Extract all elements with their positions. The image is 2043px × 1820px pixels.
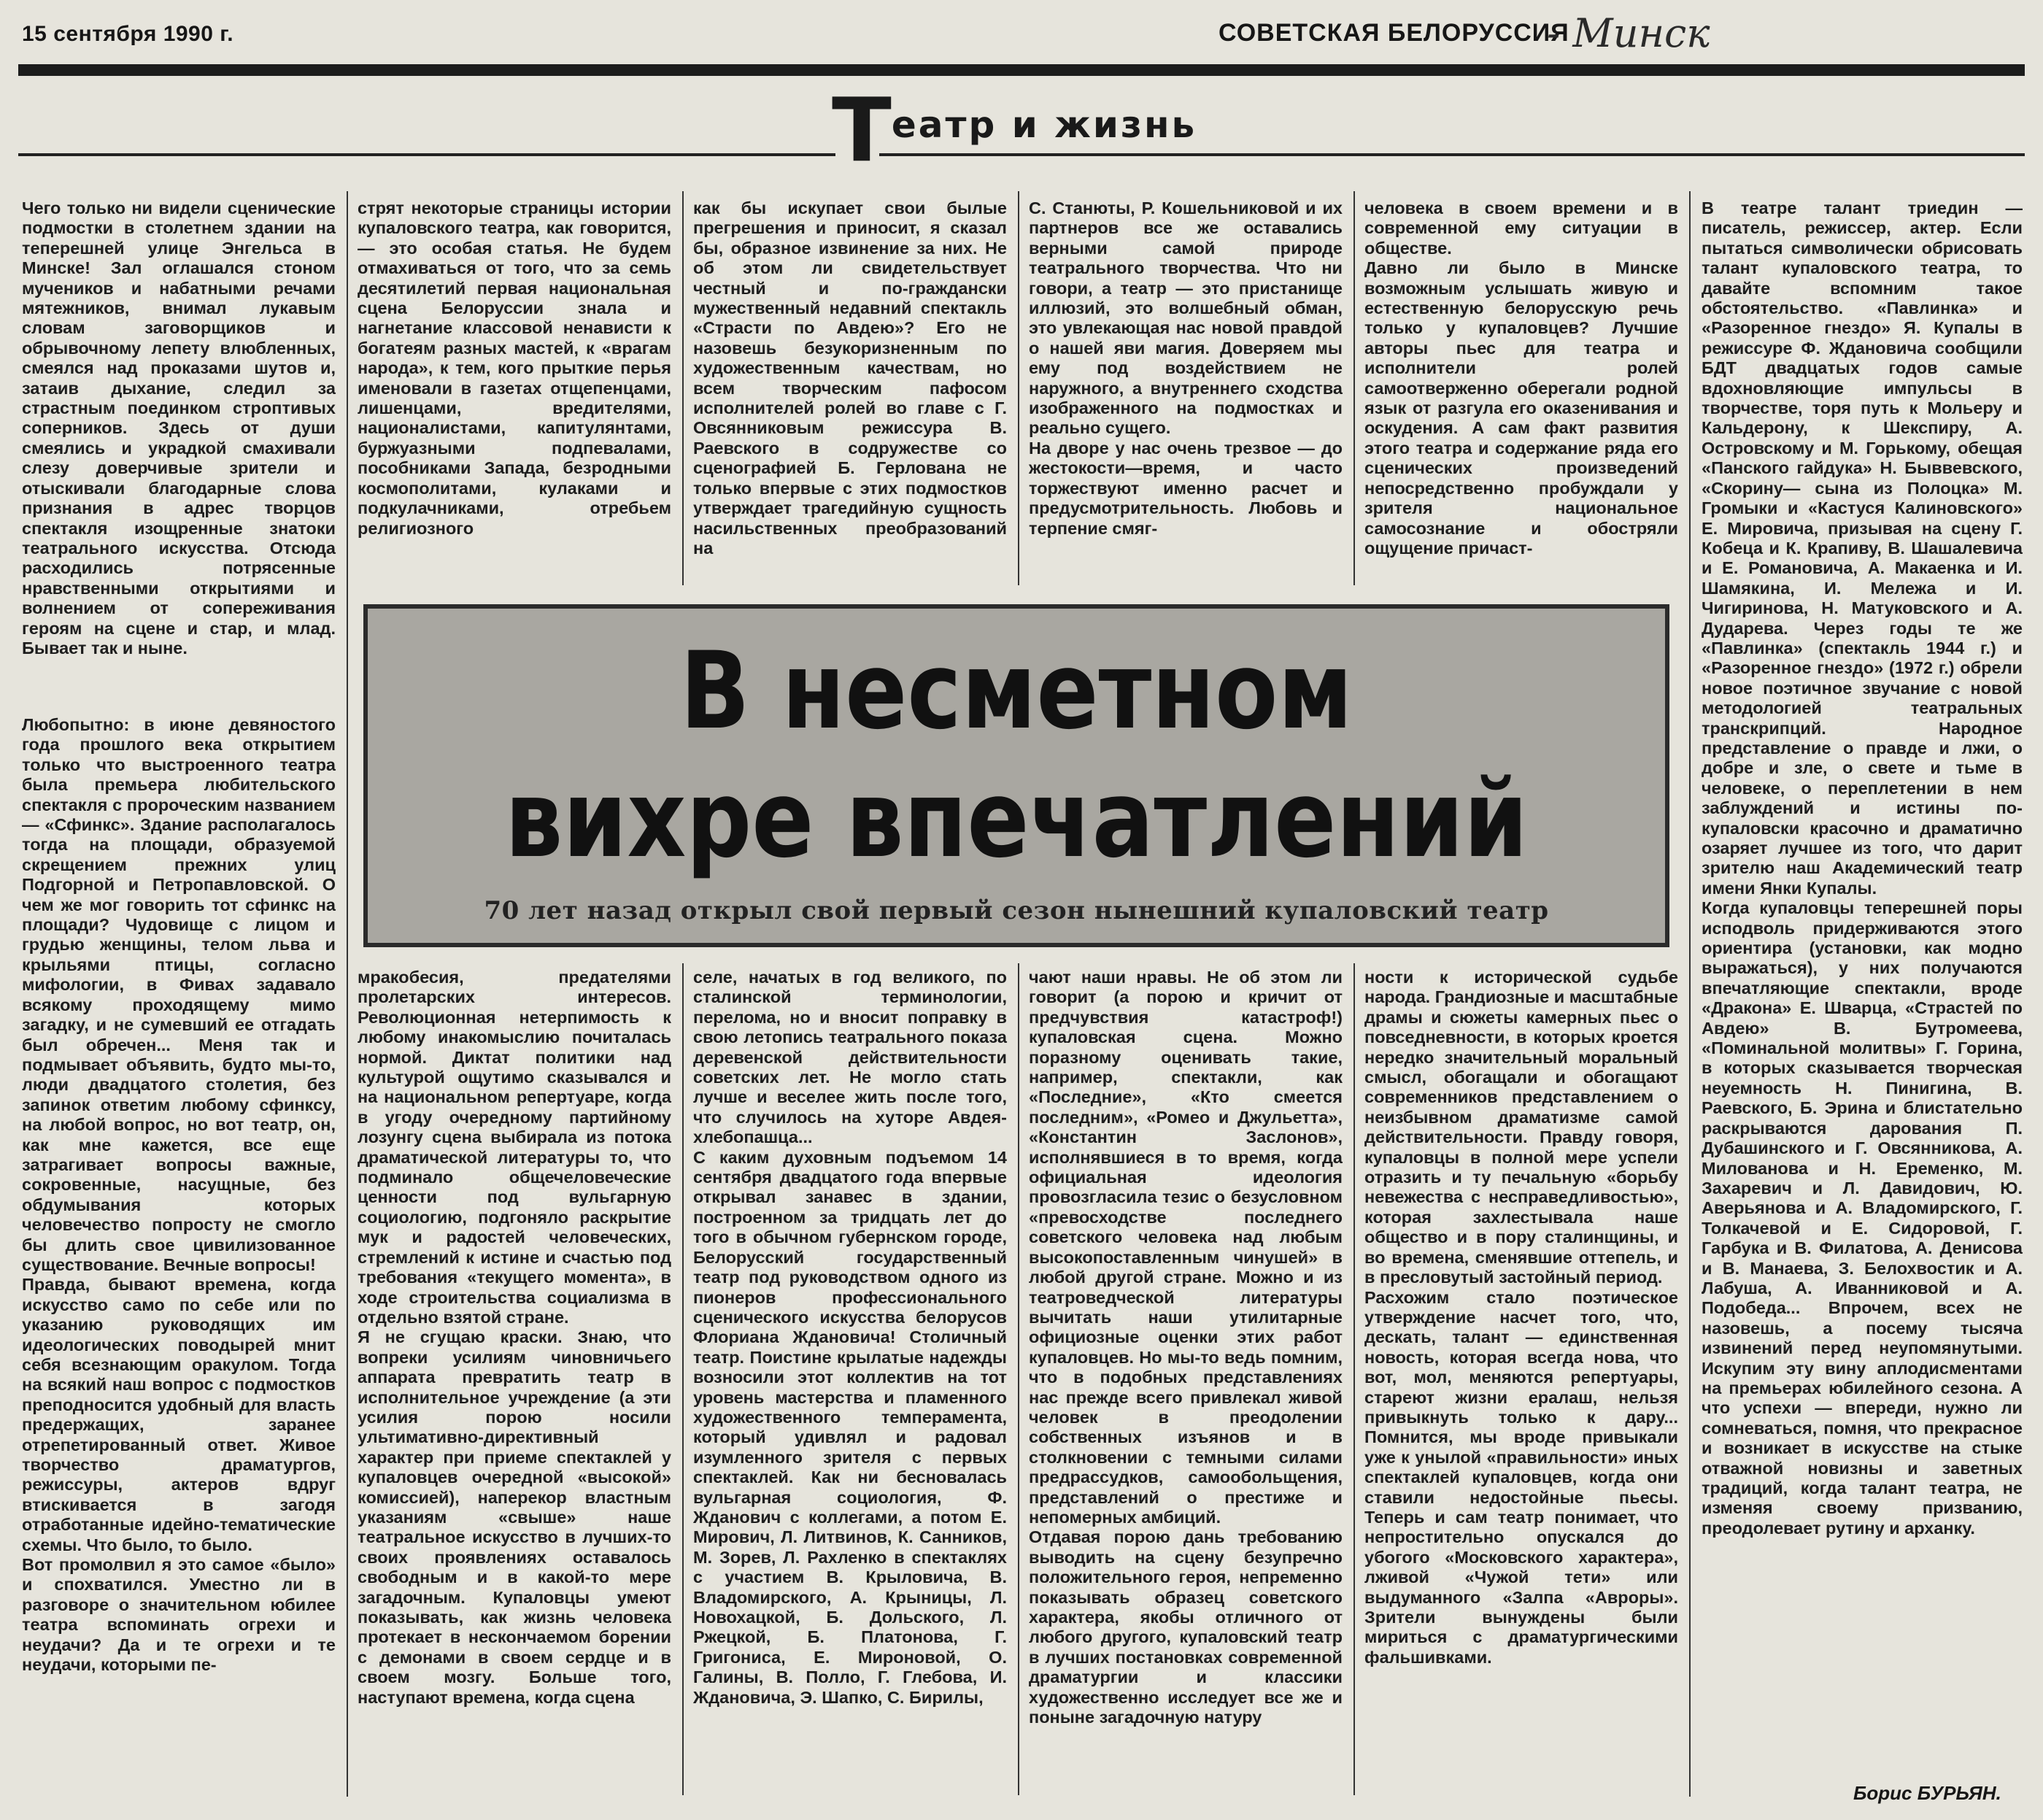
rubric-initial: Т: [832, 80, 892, 182]
column-4-top: С. Станюты, Р. Кошельниковой и их партнеров все же оставались верными самой природе театрального творчества. Что ни говори, а театр — это пристанище иллюзий, это волшебный обман, это увлекающая нас новой правдой о нашей яви магия. Доверяем мы ему под воздействием не наружного, а внутреннего сходства изображенного на подмостках и реально сущего. На дворе у нас очень трезвое — до жестокости—время, и часто торжествуют именно расчет и предусмотрительность. Любовь и терпение смяг-: [1029, 198, 1343, 538]
column-4-bottom: чают наши нравы. Не об этом ли говорит (а порою и кричит от предчувствия катастроф!) купаловская сцена. Можно поразному оценивать такие, например, спектакли, как «Последние», «Кто смеется последним», «Ромео и Джульетта», «Константин Заслонов», исполнявшиеся в то время, когда официальная идеология провозгласила тезис о безусловном «превосходстве последнего советского человека над любым высокопоставленным чинушей» в любой другой стране. Можно и из театроведческой литературы вычитать наши утилитарные официозные оценки этих работ купаловцев. Но мы-то ведь помним, что в подобных представлениях нас прежде всего привлекал живой человек в преодолении собственных изъянов и в столкновении с темными силами предрассудков, самообольщения, представлений о престиже и непомерных амбиций. Отдавая порою дань требованию выводить на сцену безупречно положительного героя, непременно показывать образец советского характера, якобы отличного от любого другого, купаловский театр в лучших постановках современной драматургии и классики художественно исследует все же и поныне загадочную натуру: [1029, 968, 1343, 1727]
newspaper-title: СОВЕТСКАЯ БЕЛОРУССИЯ: [1219, 19, 1569, 47]
column-rule-1: [347, 191, 348, 1797]
column-1-top: Чего только ни видели сценические подмостки в столетнем здании на теперешней улице Энгельса в Минске! Зал оглашался стоном мучеников и набатными речами мятежников, внимал лукавым словам заговорщиков и обрывочному лепету влюбленных, смеялся над проказами шутов и, затаив дыхание, следил за страстным поединком строптивых соперников. Здесь от души смеялись и украдкой смахивали слезу доверчивые зрители и отыскивали благодарные слова признания в адрес творцов спектакля изощренные знатоки театрального искусства. Отсюда расходились потрясенные нравственными открытиями и волнением от сопереживания героям на сцене и стар, и млад. Бывает так и ныне.: [22, 198, 341, 658]
column-rule-4: [1353, 191, 1355, 585]
headline-subtitle: 70 лет назад открыл свой первый сезон нынешний купаловский театр: [484, 896, 1549, 925]
column-rule-3: [1018, 191, 1019, 585]
handwritten-note: - Минск: [1547, 10, 1710, 56]
column-rule-2b: [682, 963, 684, 1795]
issue-date: 15 сентября 1990 г.: [22, 22, 234, 46]
column-rule-5: [1689, 191, 1691, 1797]
column-3-top: как бы искупает свои былые прегрешения и приносит, я сказал бы, образное извинение за них. Не об этом ли свидетельствует честный и по-граждански мужественный недавний спектакль «Страсти по Авдею»? Его не назовешь безукоризненным по художественным качествам, но всем творческим пафосом исполнителей ролей во главе с Г. Овсянниковым режиссура В. Раевского в содружестве со сценографией Б. Герлована не только впервые с этих подмостков утверждает трагедийную сущность насильственных преобразований на: [693, 198, 1012, 558]
rubric-text: еатр и жизнь: [891, 104, 1197, 146]
column-rule-4b: [1353, 963, 1355, 1795]
headline-line-2: вихре впечатлений: [504, 757, 1529, 882]
rubric-rule-left: [18, 153, 835, 156]
column-3-bottom: селе, начатых в год великого, по сталинской терминологии, перелома, но и вносит поправку в свою летопись театрального показа деревенской действительности советских лет. Не могло стать лучше и веселее жить после того, что случилось на хуторе Авдея-хлебопашца... С каким духовным подъемом 14 сентября двадцатого года впервые открывал занавес в здании, построенном за тридцать лет до того в обычном губернском городе, Белорусский государственный театр под руководством одного из пионеров профессионального сценического искусства белорусов Флориана Ждановича! Столичный театр. Поистине крылатые надежды возносили этот коллектив на тот уровень мастерства и пламенного художественного темперамента, который удивлял и радовал изумленного зрителя с первых спектаклей. Как ни бесновалась вульгарная социология, Ф. Жданович с коллегами, а потом Е. Мирович, Л. Литвинов, К. Санников, М. Зорев, Л. Рахленко в спектаклях с участием В. Крыловича, В. Владомирского, А. Крыницы, Л. Новохацкой, Б. Дольского, Л. Ржецкой, Б. Платонова, Г. Григониса, Е. Мироновой, О. Галины, В. Полло, Г. Глебова, И. Ждановича, Э. Шапко, С. Бирилы,: [693, 968, 1007, 1707]
column-6: В театре талант триедин — писатель, режиссер, актер. Если пытаться символически обрисовать талант купаловского театра, то давайте вспомним такое обстоятельство. «Павлинка» и «Разоренное гнездо» Я. Купалы в режиссуре Ф. Ждановича сообщили БДТ двадцатых годов самые вдохновляющие импульсы в творчестве, торя путь к Мольеру и Кальдерону, к Шекспиру, А. Островскому и М. Горькому, обещая «Панского гайдука» Н. Быввевского, «Скорину— сына из Полоцка» М. Громыки и «Кастуся Калиновского» Е. Мировича, призывая на сцену Г. Кобеца и К. Крапиву, В. Шашалевича и Е. Романовича, А. Макаенка и И. Шамякина, И. Мележа и И. Чигиринова, Н. Матуковского и А. Дударева. Через годы те же «Павлинка» (спектакль 1944 г.) и «Разоренное гнездо» (1972 г.) обрели новое поэтичное звучание с новой методологией театральных транскрипций. Народное представление о правде и лжи, о добре и зле, о свете и тьме в человеке, о переплетении в нем заблуждений и истины по-купаловски красочно и драматично озаряет лучшее из того, что дарит зрителю наш Академический театр имени Янки Купалы. Когда купаловцы теперешней поры исподволь придерживаются этого ориентира (установки, как модно выражаться), у них получаются впечатляющие спектакли, вроде «Дракона» Е. Шварца, «Страстей по Авдею» В. Бутромеева, «Поминальной молитвы» Г. Горина, в которых сказывается творческая неуемность Н. Пинигина, В. Раевского, Б. Эрина и блистательно раскрываются дарования П. Дубашинского и Г. Овсянникова, А. Милованова и Н. Еременко, М. Захаревич и Л. Давидович, Ю. Аверьянова и А. Владомирского, Г. Толкачевой и Е. Сидоровой, Г. Гарбука и В. Филатова, А. Денисова и В. Манаева, З. Белохвостик и А. Лабуша, А. Иванниковой и А. Подобеда... Впрочем, всех не назовешь, а посему тысяча извинений перед неупомянутыми. Искупим эту вину аплодисментами на премьерах юбилейного сезона. А что успехи — впереди, нужно ли сомневаться, помня, что прекрасное и возникает в искусстве на стыке отважной новизны и заветных традиций, когда талант театра, не изменяя своему призванию, преодолевает рутину и арханку.: [1702, 198, 2023, 1538]
column-5-top: человека в своем времени и в современной ему ситуации в обществе. Давно ли было в Минске возможным услышать живую и естественную белорусскую речь только у купаловцев? Лучшие авторы пьес для театра и исполнители ролей самоотверженно оберегали родной язык от разгула его оказенивания и оскудения. А сам факт развития этого театра и содержание ряда его сценических произведений непосредственно пробуждали у зрителя национальное самосознание и обостряли ощущение причаст-: [1364, 198, 1678, 558]
headline-box: [363, 604, 1669, 947]
section-rubric: [832, 80, 1197, 182]
column-5-bottom: ности к исторической судьбе народа. Грандиозные и масштабные драмы и сюжеты камерных пьес о повседневности, в которых кроется нередко значительный моральный смысл, обогащали и обогащают современников представлением о неизбывном драматизме самой действительности. Правду говоря, купаловцы в полной мере успели отразить и ту печальную «борьбу невежества с несправедливостью», которая захлестывала наше общество и в пору сталинщины, и во времена, сменявшие оттепель, и в пресловутый застойный период. Расхожим стало поэтическое утверждение насчет того, что, дескать, талант — единственная новость, которая всегда нова, что вот, мол, меняются репертуары, стареют жизни ералаш, нельзя привыкнуть только к дару... Помнится, мы вроде привыкали уже к унылой «правильности» иных спектаклей купаловцев, когда они ставили недостойные пьесы. Теперь и сам театр понимает, что непростительно опускался до убогого «Московского характера», лживой «Чужой тети» или выдуманного «Залпа «Авроры». Зрители вынуждены были мириться с драматургическими фальшивками.: [1364, 968, 1678, 1667]
column-2-bottom: мракобесия, предателями пролетарских интересов. Революционная нетерпимость к любому инакомыслию почиталась нормой. Диктат политики над культурой ощутимо сказывался и на национальном репертуаре, когда в угоду очередному партийному лозунгу сцена выбирала из потока драматической литературы то, что подминало общечеловеческие ценности под вульгарную социологию, подгоняло раскрытие мук и радостей человеческих, стремлений к истине и счастью под требования «текущего момента», в ходе строительства социализма в отдельно взятой стране. Я не сгущаю краски. Знаю, что вопреки усилиям чиновничьего аппарата превратить театр в исполнительное учреждение (а эти усилия порою носили ультимативно-директивный характер при приеме спектаклей у купаловцев очередной «высокой» комиссией), наперекор властным указаниям «свыше» наше театральное искусство в лучших-то своих проявлениях оставалось свободным и в какой-то мере загадочным. Купаловцы умеют показывать, как жизнь человека протекает в нескончаемом борении с демонами в своем сердце и в своем мозгу. Больше того, наступают времена, когда сцена: [358, 968, 671, 1707]
top-rule: [18, 64, 2025, 76]
author-signature: Борис БУРЬЯН.: [1853, 1782, 2001, 1804]
headline-line-1: В несметном: [680, 629, 1353, 753]
column-2-top: стрят некоторые страницы истории купаловского театра, как говорится, — это особая статья. Не будем отмахиваться от того, что за семь десятилетий первая национальная сцена Белоруссии знала и нагнетание классовой ненависти к богатеям разных мастей, к «врагам народа», к тем, кого прыткие перья именовали в газетах отщепенцами, лишенцами, вредителями, националистами, капитулянтами, буржуазными подпевалами, пособниками Запада, безродными космополитами, кулаками и подкулачниками, отребьем религиозного: [358, 198, 676, 538]
column-rule-2: [682, 191, 684, 585]
column-rule-3b: [1018, 963, 1019, 1795]
column-1-bottom: Любопытно: в июне девяностого года прошлого века открытием только что выстроенного театра была премьера любительского спектакля с пророческим названием — «Сфинкс». Здание располагалось тогда на площади, образуемой скрещением прежних улиц Подгорной и Петропавловской. О чем же мог говорить тот сфинкс на площади? Чудовище с лицом и грудью женщины, телом льва и крыльями птицы, согласно мифологии, в Фивах задавало всякому проходящему мимо загадку, и не сумевший ее отгадать был обречен... Меня так и подмывает объявить, будто мы-то, люди двадцатого столетия, без запинок ответим любому сфинксу, на любой вопрос, но вот театр, он, как мне кажется, все еще затрагивает вопросы важные, сокровенные, насущные, без обдумывания которых человечество попросту не смогло бы длить свое цивилизованное существование. Вечные вопросы! Правда, бывают времена, когда искусство само по себе или по указанию руководящих им идеологических поводырей мнит себя всезнающим оракулом. Тогда на всякий наш вопрос с подмостков преподносится удобный для власть предержащих, заранее отрепетированный ответ. Живое творчество драматургов, режиссуры, актеров вдруг втискивается в загодя отработанные идейно-тематические схемы. Что было, то было. Вот промолвил я это самое «было» и спохватился. Уместно ли в разговоре о значительном юбилее театра вспоминать огрехи и неудачи? Да и те огрехи и те неудачи, которыми пе-: [22, 715, 336, 1675]
